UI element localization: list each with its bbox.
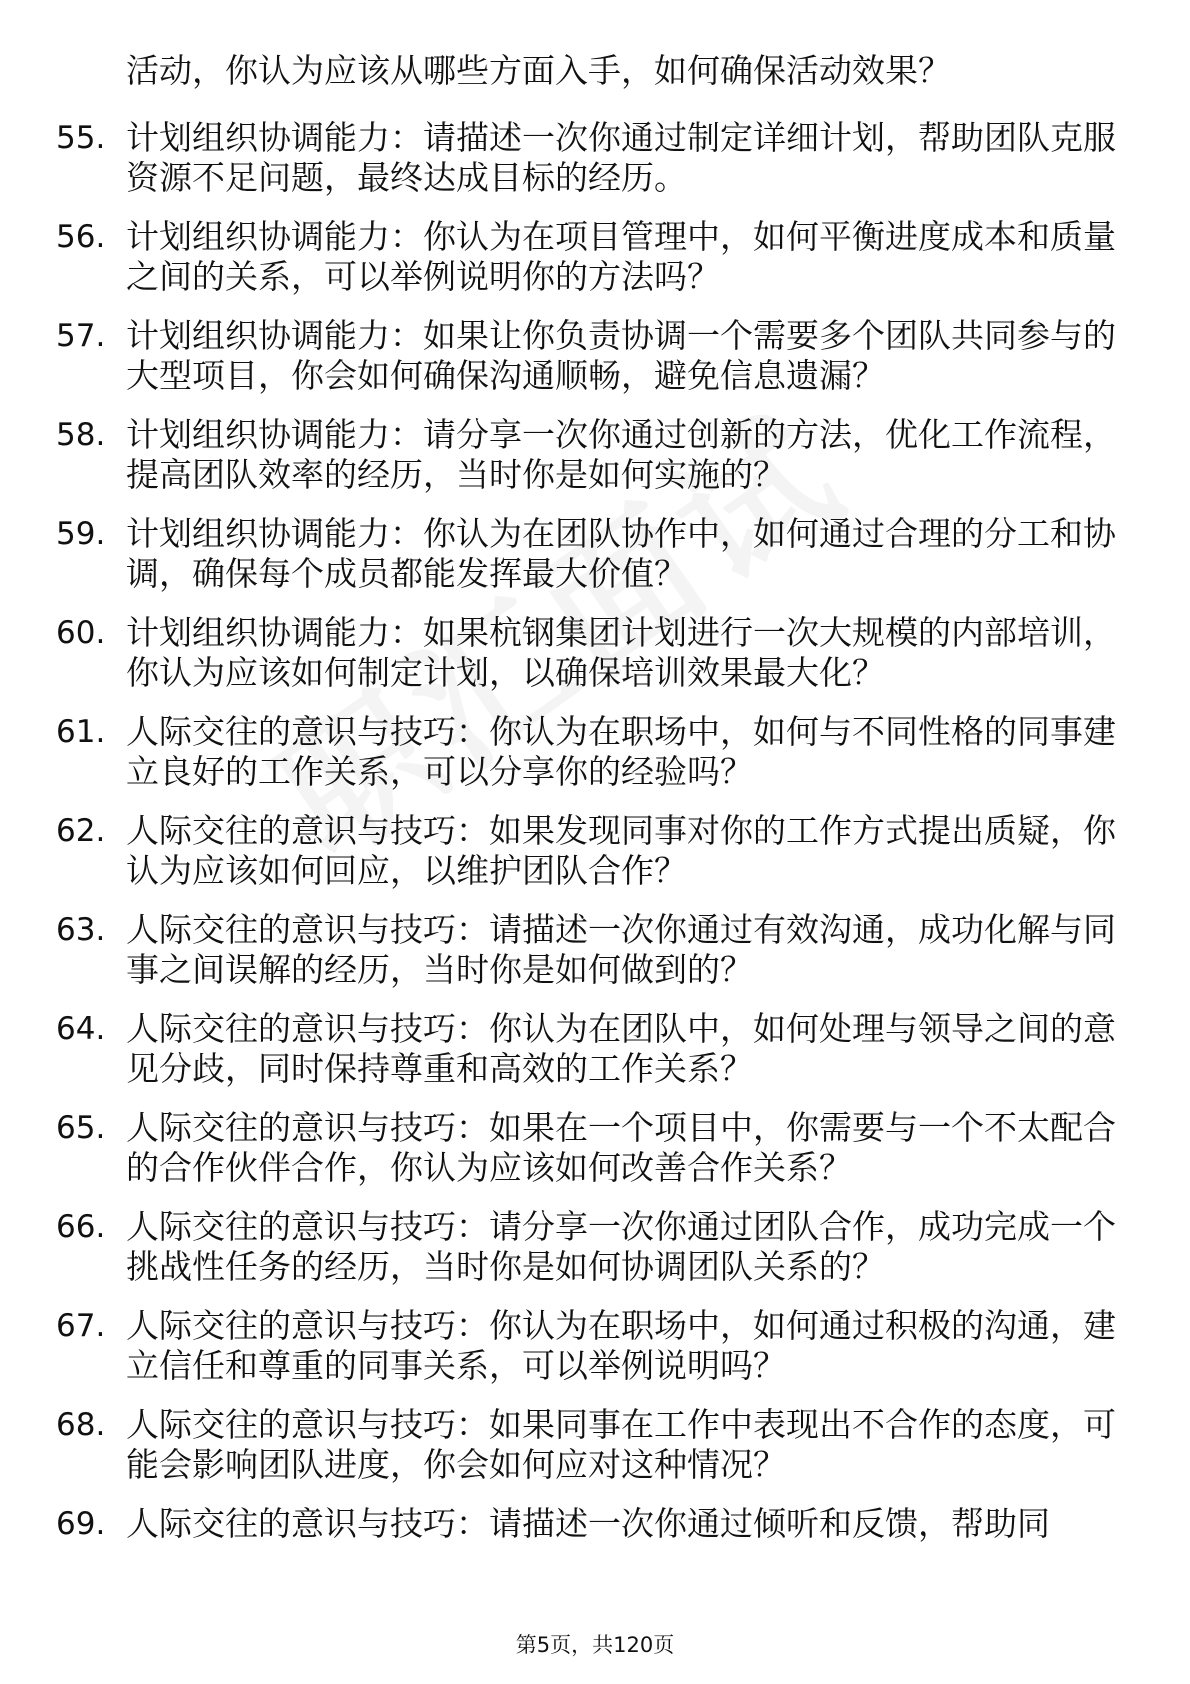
question-item bbox=[0, 1108, 1190, 1207]
question-number: 59. bbox=[56, 516, 106, 552]
question-text: 计划组织协调能力：你认为在项目管理中，如何平衡进度成本和质量之间的关系，可以举例说明你的方法吗？ bbox=[126, 217, 1116, 296]
question-text: 人际交往的意识与技巧：如果同事在工作中表现出不合作的态度，可能会影响团队进度，你会如何应对这种情况？ bbox=[126, 1405, 1116, 1484]
question-number: 56. bbox=[56, 219, 106, 255]
question-number: 64. bbox=[56, 1011, 106, 1047]
question-text: 人际交往的意识与技巧：你认为在团队中，如何处理与领导之间的意见分歧，同时保持尊重和高效的工作关系？ bbox=[126, 1009, 1116, 1088]
question-item bbox=[0, 1405, 1190, 1504]
question-item bbox=[0, 217, 1190, 316]
question-text: 计划组织协调能力：请分享一次你通过创新的方法，优化工作流程，提高团队效率的经历，当时你是如何实施的？ bbox=[126, 415, 1116, 494]
question-number: 60. bbox=[56, 615, 106, 651]
question-text: 计划组织协调能力：如果让你负责协调一个需要多个团队共同参与的大型项目，你会如何确保沟通顺畅，避免信息遗漏？ bbox=[126, 316, 1116, 395]
question-text: 人际交往的意识与技巧：你认为在职场中，如何与不同性格的同事建立良好的工作关系，可以分享你的经验吗？ bbox=[126, 712, 1116, 791]
continuation-text: 活动，你认为应该从哪些方面入手，如何确保活动效果？ bbox=[126, 51, 951, 90]
question-text: 计划组织协调能力：请描述一次你通过制定详细计划，帮助团队克服资源不足问题，最终达成目标的经历。 bbox=[126, 118, 1116, 197]
question-item bbox=[0, 910, 1190, 1009]
question-number: 67. bbox=[56, 1308, 106, 1344]
question-item bbox=[0, 1009, 1190, 1108]
question-number: 69. bbox=[56, 1506, 106, 1542]
question-item bbox=[0, 712, 1190, 811]
question-number: 57. bbox=[56, 318, 106, 354]
question-item bbox=[0, 1207, 1190, 1306]
page-footer: 第5页，共120页 bbox=[515, 1633, 675, 1657]
question-text: 人际交往的意识与技巧：如果在一个项目中，你需要与一个不太配合的合作伙伴合作，你认为应该如何改善合作关系？ bbox=[126, 1108, 1116, 1187]
question-text: 人际交往的意识与技巧：请描述一次你通过有效沟通，成功化解与同事之间误解的经历，当时你是如何做到的？ bbox=[126, 910, 1116, 989]
question-text: 人际交往的意识与技巧：如果发现同事对你的工作方式提出质疑，你认为应该如何回应，以维护团队合作？ bbox=[126, 811, 1116, 890]
question-number: 66. bbox=[56, 1209, 106, 1245]
question-number: 61. bbox=[56, 714, 106, 750]
question-item bbox=[0, 613, 1190, 712]
question-number: 58. bbox=[56, 417, 106, 453]
question-text: 计划组织协调能力：如果杭钢集团计划进行一次大规模的内部培训，你认为应该如何制定计划，以确保培训效果最大化？ bbox=[126, 613, 1116, 692]
question-item bbox=[0, 118, 1190, 217]
question-text: 人际交往的意识与技巧：请描述一次你通过倾听和反馈，帮助同 bbox=[126, 1504, 1050, 1543]
question-item bbox=[0, 514, 1190, 613]
question-item bbox=[0, 1504, 1190, 1603]
question-item bbox=[0, 316, 1190, 415]
question-number: 65. bbox=[56, 1110, 106, 1146]
question-number: 68. bbox=[56, 1407, 106, 1443]
question-number: 55. bbox=[56, 120, 106, 156]
question-item bbox=[0, 811, 1190, 910]
question-text: 计划组织协调能力：你认为在团队协作中，如何通过合理的分工和协调，确保每个成员都能发挥最大价值？ bbox=[126, 514, 1116, 593]
question-text: 人际交往的意识与技巧：请分享一次你通过团队合作，成功完成一个挑战性任务的经历，当时你是如何协调团队关系的？ bbox=[126, 1207, 1116, 1286]
question-number: 63. bbox=[56, 912, 106, 948]
question-item bbox=[0, 415, 1190, 514]
question-number: 62. bbox=[56, 813, 106, 849]
question-list bbox=[0, 118, 1190, 1603]
question-text: 人际交往的意识与技巧：你认为在职场中，如何通过积极的沟通，建立信任和尊重的同事关系，可以举例说明吗？ bbox=[126, 1306, 1116, 1385]
question-item bbox=[0, 1306, 1190, 1405]
